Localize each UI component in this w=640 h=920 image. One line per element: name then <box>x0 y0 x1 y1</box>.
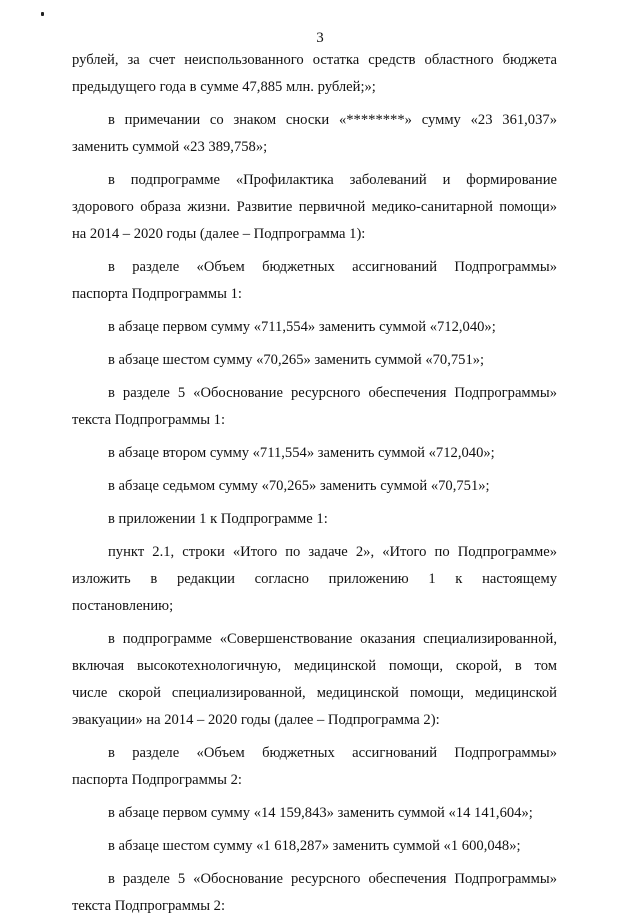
text-line: заменить суммой «23 389,758»; <box>72 139 268 155</box>
text-line: в приложении 1 к Подпрограмме 1: <box>108 511 328 527</box>
document-body <box>72 47 557 920</box>
text-line: в абзаце первом сумму «14 159,843» заменить суммой «14 141,604»; <box>108 805 533 821</box>
text-line: в разделе 5 «Обоснование ресурсного обеспечения Подпрограммы» <box>108 871 557 887</box>
text-line: включая высокотехнологичную, медицинской помощи, скорой, в том <box>72 658 557 674</box>
text-line: в разделе «Объем бюджетных ассигнований Подпрограммы» <box>108 259 557 275</box>
text-line: в абзаце шестом сумму «70,265» заменить суммой «70,751»; <box>108 352 485 368</box>
text-line: в подпрограмме «Профилактика заболеваний и формирование <box>108 172 557 188</box>
text-line: постановлению; <box>72 598 174 614</box>
text-line: на 2014 – 2020 годы (далее – Подпрограмма 1): <box>72 226 366 242</box>
text-line: в примечании со знаком сноски «********» сумму «23 361,037» <box>108 112 557 128</box>
text-line: в разделе 5 «Обоснование ресурсного обеспечения Подпрограммы» <box>108 385 557 401</box>
text-line: в абзаце шестом сумму «1 618,287» заменить суммой «1 600,048»; <box>108 838 521 854</box>
text-line: изложить в редакции согласно приложению 1 к настоящему <box>72 571 557 587</box>
text-line: в абзаце седьмом сумму «70,265» заменить суммой «70,751»; <box>108 478 490 494</box>
text-line: паспорта Подпрограммы 1: <box>72 286 242 302</box>
text-line: пункт 2.1, строки «Итого по задаче 2», «Итого по Подпрограмме» <box>108 544 557 560</box>
text-line: предыдущего года в сумме 47,885 млн. рублей;»; <box>72 79 376 95</box>
text-line: в подпрограмме «Совершенствование оказания специализированной, <box>108 631 557 647</box>
text-line: в разделе «Объем бюджетных ассигнований Подпрограммы» <box>108 745 557 761</box>
text-line: числе скорой специализированной, медицинской помощи, медицинской <box>72 685 557 701</box>
text-line: в абзаце втором сумму «711,554» заменить суммой «712,040»; <box>108 445 495 461</box>
text-line: рублей, за счет неиспользованного остатка средств областного бюджета <box>72 52 557 68</box>
page-number: 3 <box>316 30 324 46</box>
text-line: текста Подпрограммы 1: <box>72 412 226 428</box>
text-line: здорового образа жизни. Развитие первичной медико-санитарной помощи» <box>72 199 557 215</box>
scan-dot-mark <box>41 12 44 16</box>
text-line: текста Подпрограммы 2: <box>72 898 226 914</box>
text-line: эвакуации» на 2014 – 2020 годы (далее – Подпрограмма 2): <box>72 712 440 728</box>
text-line: паспорта Подпрограммы 2: <box>72 772 242 788</box>
text-line: в абзаце первом сумму «711,554» заменить суммой «712,040»; <box>108 319 496 335</box>
